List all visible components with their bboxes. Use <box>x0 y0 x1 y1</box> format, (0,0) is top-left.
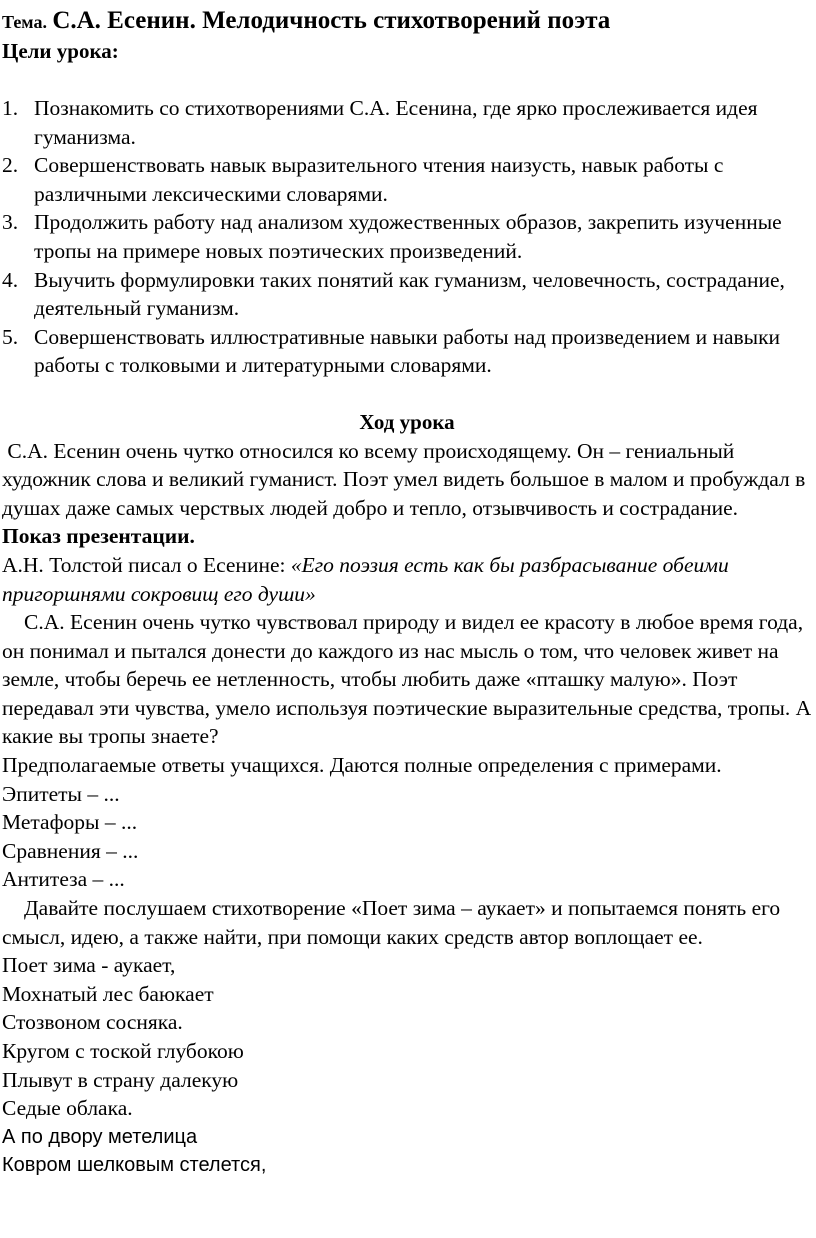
goal-text: Совершенствовать навык выразительного чтения наизусть, навык работы с различными лексическими словарями. <box>34 153 724 206</box>
poem-line: Стозвоном сосняка. <box>2 1010 183 1035</box>
goal-item <box>2 151 812 208</box>
tolstoy-prefix: А.Н. Толстой писал о Есенине: <box>2 552 291 577</box>
trope-item: Сравнения – ... <box>2 838 139 863</box>
poem-line: Поет зима - аукает, <box>2 953 176 978</box>
poem-line: Кругом с тоской глубокою <box>2 1039 244 1063</box>
topic-title: С.А. Есенин. Мелодичность стихотворений поэта <box>52 7 611 34</box>
tolstoy-paragraph <box>2 551 812 608</box>
goal-number: 3. <box>2 210 19 235</box>
intro-paragraph: С.А. Есенин очень чутко относился ко всему происходящему. Он – гениальный художник слова и великий гуманист. Поэт умел видеть большое в малом и пробуждал в душах даже самых черствых людей добро и тепло, отзывчивость и сострадание. <box>2 438 811 520</box>
presentation-heading: Показ презентации. <box>2 524 195 549</box>
goal-number: 5. <box>2 324 19 349</box>
poem <box>2 951 812 1180</box>
goal-text: Выучить формулировки таких понятий как гуманизм, человечность, сострадание, деятельный гуманизм. <box>34 267 785 321</box>
poem-line: Седые облака. <box>2 1096 133 1121</box>
goal-text: Совершенствовать иллюстративные навыки работы над произведением и навыки работы с толковыми и литературными словарями. <box>34 324 781 378</box>
lesson-topic <box>2 6 812 37</box>
goal-item <box>2 266 812 323</box>
goal-number: 4. <box>2 267 19 292</box>
poem-line: Мохнатый лес баюкает <box>2 981 214 1006</box>
listen-paragraph: Давайте послушаем стихотворение «Поет зима – аукает» и попытаемся понять его смысл, идею, а также найти, при помощи каких средств автор воплощает ее. <box>2 896 781 949</box>
goal-text: Познакомить со стихотворениями С.А. Есенина, где ярко прослеживается идея гуманизма. <box>34 96 758 149</box>
trope-item: Эпитеты – ... <box>2 781 120 806</box>
goals-heading: Цели урока: <box>2 39 119 63</box>
goal-number: 1. <box>2 96 19 120</box>
answers-paragraph: Предполагаемые ответы учащихся. Даются полные определения с примерами. <box>2 753 722 778</box>
poem-line: Плывут в страну далекую <box>2 1067 239 1092</box>
poem-line: Ковром шелковым стелется, <box>2 1154 267 1177</box>
nature-paragraph: С.А. Есенин очень чутко чувствовал природу и видел ее красоту в любое время года, он понимал и пытался донести до каждого из нас мысль о том, что человек живет на земле, чтобы беречь ее нетленность, чтобы любить даже «пташку малую». Поэт передавал эти чувства, умело используя поэтические выразительные средства, тропы. А какие вы тропы знаете? <box>2 610 812 749</box>
trope-item: Метафоры – ... <box>2 810 138 835</box>
goal-number: 2. <box>2 153 19 178</box>
tolstoy-quote: «Его поэзия есть как бы разбрасывание обеими пригоршнями сокровищ его души» <box>2 552 729 606</box>
goal-text: Продолжить работу над анализом художественных образов, закрепить изученные тропы на примере новых поэтических произведений. <box>34 210 782 263</box>
goal-item <box>2 208 812 265</box>
lesson-progress-heading: Ход урока <box>359 409 455 434</box>
goal-item <box>2 323 812 380</box>
topic-label: Тема. <box>2 12 47 32</box>
trope-item: Антитеза – ... <box>2 867 125 892</box>
goals-list <box>2 94 812 380</box>
poem-line: А по двору метелица <box>2 1125 198 1148</box>
goal-item <box>2 94 812 151</box>
